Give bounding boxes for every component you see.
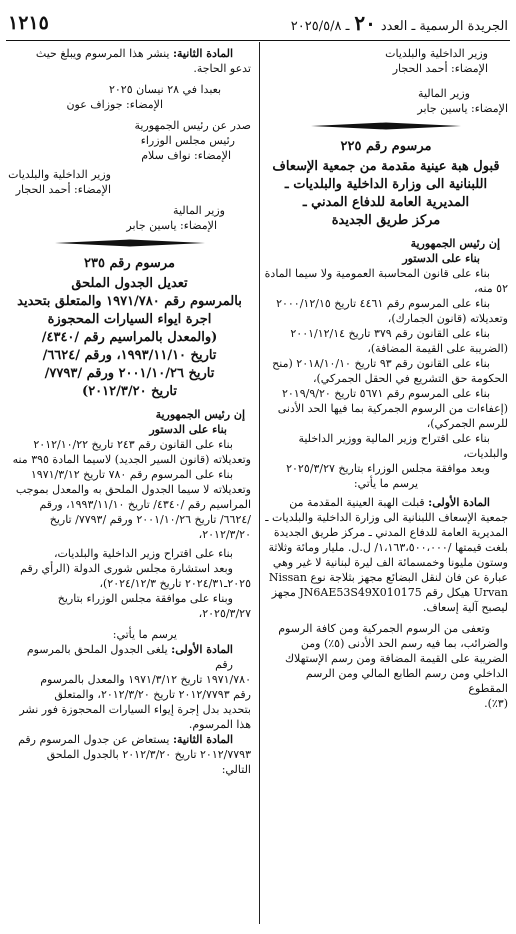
signature: الإمضاء: أحمد الحجار	[15, 183, 111, 196]
page-header	[8, 10, 508, 36]
article-text: الداخلي ومن رسم الطابع المالي ومن الرسم المقطوع	[305, 667, 508, 695]
preamble: وبعد استشارة مجلس شورى الدولة (الرأي رقم	[20, 562, 233, 575]
preamble-cont: (إعفاءات من الرسوم الجمركية بما فيها الحد الأدنى	[277, 402, 508, 415]
article-2	[8, 46, 251, 61]
article-text: عبارة عن فان لنقل البضائع مجهز بثلاجة نوع Nissan	[268, 571, 508, 584]
article-text: المديرية العامة للدفاع المدني ـ مركز طريق الجديدة	[273, 526, 508, 539]
sig-line: وزير المالية	[418, 87, 470, 100]
issue-date: ـ ٢٠٢٥/٥/٨	[290, 19, 350, 34]
preamble-cont: المراسيم رقم /٤٣٤٠/ تاريخ ١٩٩٣/١١/١٠، ورقم	[39, 498, 251, 511]
minister-title: وزير المالية	[173, 204, 225, 217]
preamble-cont: /٦٦٢٤/ تاريخ ٢٠٠١/١٠/٢٦ ورقم /٧٧٩٣/ تاريخ	[49, 513, 251, 526]
decrees-line: يرسم ما يأتي:	[112, 628, 177, 641]
decree-title-line: تاريخ ٢٠٠١/١٠/٢٦ ورقم /٧٧٩٣/	[44, 366, 215, 381]
preamble: بناء على المرسوم رقم ٥٦٧١ تاريخ ٢٠١٩/٩/٢٠	[281, 387, 490, 400]
preamble: بناء على قانون المحاسبة العمومية ولا سيما المادة	[264, 267, 490, 280]
decree-heading: مرسوم رقم ٢٢٥	[340, 139, 432, 154]
president-line: إن رئيس الجمهورية	[155, 408, 245, 421]
header-rule	[6, 40, 510, 41]
preamble: بناء على اقتراح وزير المالية ووزير الداخلية	[298, 432, 490, 445]
decree-title-line: اجرة ايواء السيارات المحجوزة	[47, 312, 212, 327]
article-text: والضرائب، بما فيه رسم الحد الأدنى (٥٪) ومن	[300, 637, 508, 650]
place-date: بعبدا في ٢٨ نيسان ٢٠٢٥	[108, 83, 221, 96]
article-text: قبلت الهبة العينية المقدمة من	[289, 496, 425, 509]
left-column	[8, 46, 251, 777]
article-1	[264, 495, 508, 510]
preamble: وبناء على موافقة مجلس الوزراء بتاريخ	[57, 592, 233, 605]
article-text: هذا المرسوم.	[188, 718, 251, 731]
preamble-cont: ٢٠١٢/٣/٢٠،	[198, 528, 251, 541]
preamble-cont: للرسم الجمركي)،	[426, 417, 508, 430]
article-text: يستعاض عن جدول المرسوم رقم	[18, 733, 170, 746]
pm-title: رئيس مجلس الوزراء	[140, 134, 235, 147]
decree-title-line: مركز طريق الجديدة	[331, 213, 441, 228]
decree-title-line: قبول هبة عينية مقدمة من جمعية الإسعاف	[272, 159, 500, 174]
article-text: وستون مليونا وخمسمائة الف ليرة لبنانية لا غير وهي	[272, 556, 508, 569]
preamble-cont: وتعديلاته (قانون السير الجديد) لاسيما المادة ٣٩٥ منه	[12, 453, 251, 466]
preamble-cont: ٢٠٢٥ـ٢٠٢٤/٣١ تاريخ ٢٠٢٤/١٢/٣)،	[99, 577, 251, 590]
issued-by: صدر عن رئيس الجمهورية	[134, 119, 251, 132]
preamble: وبعد موافقة مجلس الوزراء بتاريخ ٢٠٢٥/٣/٢٧	[286, 462, 490, 475]
issue-number: ٢٠	[354, 11, 376, 35]
article-text: جمعية الإسعاف اللبنانية الى وزارة الداخلية والبلديات ـ	[265, 511, 508, 524]
decree-title-line: تاريخ ١٩٩٣/١١/١٠، ورقم /٦٦٢٤/	[42, 348, 217, 363]
preamble-cont: الحكومة حق التشريع في الحقل الجمركي)،	[312, 372, 508, 385]
preamble-cont: والبلديات،	[463, 447, 508, 460]
article-text: ١٩٧١/٧٨٠ تاريخ ١٩٧١/٣/١٢ والمعدل بالمرسوم	[40, 673, 251, 686]
article-text: ٢٠١٢/٧٧٩٣ تاريخ ٢٠١٢/٣/٢٠ بالجدول الملحق	[46, 748, 251, 761]
decree-title-line: تاريخ ٢٠١٢/٣/٢٠)	[82, 384, 177, 399]
decrees-line: يرسم ما يأتي:	[353, 477, 419, 490]
preamble-cont: وتعديلاته (قانون الجمارك)،	[387, 312, 508, 325]
constitution-line: بناء على الدستور	[402, 252, 480, 265]
article-text: ليصبح آلية إسعاف.	[422, 601, 508, 614]
constitution-line: بناء على الدستور	[149, 423, 227, 436]
article-text: (٣٪).	[484, 697, 508, 710]
decree-title-line: (والمعدل بالمراسيم رقم /٤٣٤٠/	[41, 330, 218, 345]
preamble: بناء على المرسوم رقم ٧٨٠ تاريخ ١٩٧١/٣/١٢	[30, 468, 233, 481]
article-text: رقم ٢٠١٢/٧٧٩٣ تاريخ ٢٠١٢/٣/٢٠، والمتعلق	[54, 688, 251, 701]
sig-line: وزير الداخلية والبلديات	[385, 47, 488, 60]
preamble: بناء على القانون رقم ٢٤٣ تاريخ ٢٠١٢/١٠/٢٢	[33, 438, 233, 451]
article-label: المادة الأولى:	[428, 496, 490, 509]
preamble-cont: ٥٢ منه،	[474, 282, 508, 295]
header-title-group	[291, 11, 508, 35]
page-number: ١٢١٥	[8, 12, 49, 34]
right-column	[264, 46, 508, 711]
preamble-cont: (الضريبة على القيمة المضافة)،	[367, 342, 508, 355]
signatures-top	[264, 46, 508, 116]
preamble: بناء على القانون رقم ٩٣ تاريخ ٢٠١٨/١٠/١٠ (منح	[272, 357, 490, 370]
preamble: بناء على اقتراح وزير الداخلية والبلديات،	[53, 547, 233, 560]
article-text: بتحديد بدل إجرة إيواء السيارات المحجوزة فور نشر	[19, 703, 251, 716]
president-line: إن رئيس الجمهورية	[410, 237, 500, 250]
article-text: تدعو الحاجة.	[193, 62, 251, 75]
decree-title-line: بالمرسوم رقم ١٩٧١/٧٨٠ والمتعلق بتحديد	[17, 294, 242, 309]
signature: الإمضاء: ياسين جابر	[126, 219, 217, 232]
article-1	[8, 642, 251, 672]
article-text: التالي:	[221, 763, 251, 776]
article-label: المادة الثانية:	[172, 47, 233, 60]
article-text: يلغى الجدول الملحق بالمرسوم رقم	[26, 643, 233, 671]
decree-title-line: اللبنانية الى وزارة الداخلية والبلديات ـ	[284, 177, 488, 192]
ornament-divider	[55, 239, 205, 247]
preamble-cont: ٢٠٢٥/٣/٢٧،	[198, 607, 251, 620]
sig-line: الإمضاء: أحمد الحجار	[392, 62, 488, 75]
article-text: Urvan هيكل رقم JN6AE53S49X010175 مجهز	[271, 586, 508, 599]
article-label: المادة الأولى:	[171, 643, 233, 656]
signature: الإمضاء: جوزاف عون	[66, 98, 163, 111]
signature: الإمضاء: نواف سلام	[141, 149, 231, 162]
preamble: بناء على القانون رقم ٣٧٩ تاريخ ٢٠٠١/١٢/١٤	[290, 327, 490, 340]
decree-title-line: المديرية العامة للدفاع المدني ـ	[302, 195, 470, 210]
sig-line: الإمضاء: ياسين جابر	[417, 102, 508, 115]
decree-heading: مرسوم رقم ٢٣٥	[84, 256, 175, 271]
preamble: بناء على المرسوم رقم ٤٤٦١ تاريخ ٢٠٠٠/١٢/١٥	[276, 297, 490, 310]
preamble-cont: وتعديلاته لا سيما الجدول الملحق به والمعدل بموجب	[15, 483, 251, 496]
article-text: بلغت قيمتها /١،١٦٣،٥٠٠،٠٠٠/ ل.ل. مليار ومائة وثلاثة	[268, 541, 508, 554]
article-2	[8, 732, 251, 747]
minister-title: وزير الداخلية والبلديات	[8, 168, 111, 181]
article-text: ينشر هذا المرسوم ويبلغ حيث	[35, 47, 170, 60]
article-label: المادة الثانية:	[172, 733, 233, 746]
article-text: الضريبة على القيمة المضافة ومن رسم الإستهلاك	[284, 652, 508, 665]
gazette-title: الجريدة الرسمية ـ العدد	[380, 19, 508, 34]
column-separator	[259, 42, 260, 924]
decree-title-line: تعديل الجدول الملحق	[71, 276, 188, 291]
ornament-divider	[311, 122, 461, 130]
article-text: وتعفى من الرسوم الجمركية ومن كافة الرسوم	[278, 622, 490, 635]
